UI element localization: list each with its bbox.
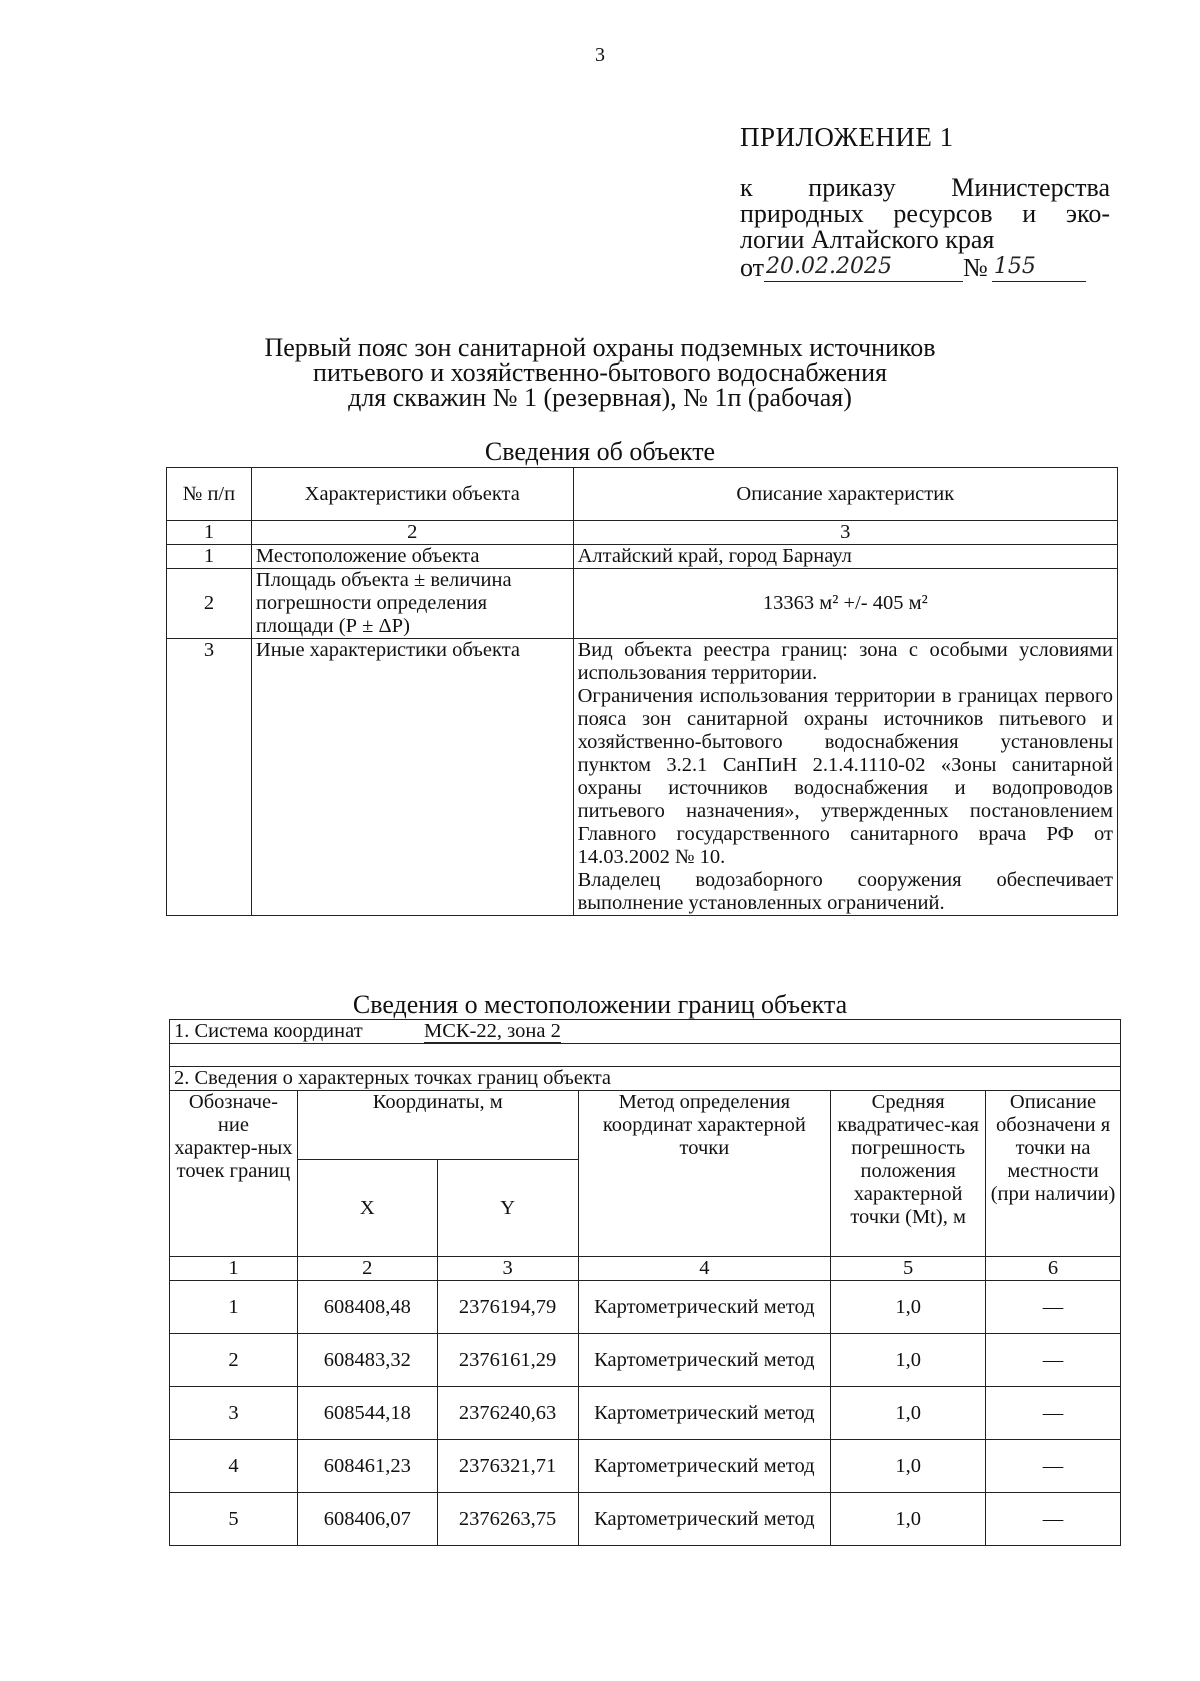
table-row [167, 569, 1118, 639]
col-number: 6 [986, 1257, 1121, 1281]
point-y: 2376161,29 [437, 1334, 578, 1387]
title-line-2: питьевого и хозяйственно-бытового водоснабжения [313, 358, 887, 387]
point-mt: 1,0 [831, 1281, 986, 1334]
point-method: Картометрический метод [578, 1334, 831, 1387]
document-title [0, 335, 1200, 410]
header-y: Y [437, 1160, 578, 1257]
table-header-row [167, 468, 1118, 521]
table-row [170, 1334, 1121, 1387]
header-method: Метод определения координат характерной точки [578, 1091, 831, 1257]
table-row [167, 639, 1118, 916]
point-y: 2376321,71 [437, 1440, 578, 1493]
row-num: 3 [167, 639, 252, 916]
point-y: 2376263,75 [437, 1493, 578, 1546]
header-x: X [297, 1160, 437, 1257]
page-number: 3 [595, 44, 605, 66]
row-description [573, 639, 1117, 916]
point-mt: 1,0 [831, 1440, 986, 1493]
appendix-line-2: природных ресурсов и эко- [740, 199, 1110, 228]
point-id: 5 [170, 1493, 298, 1546]
point-id: 3 [170, 1387, 298, 1440]
column-number-row [170, 1257, 1121, 1281]
description-paragraph: Вид объекта реестра границ: зона с особыми условиями использования территории. [577, 639, 1113, 684]
appendix-header [740, 122, 1110, 282]
col-number: 1 [170, 1257, 298, 1281]
point-method: Картометрический метод [578, 1493, 831, 1546]
col-number: 4 [578, 1257, 831, 1281]
point-x: 608483,32 [297, 1334, 437, 1387]
number-prefix: № [963, 253, 988, 282]
coord-system-label: 1. Система координат [174, 1020, 363, 1042]
table-row [170, 1440, 1121, 1493]
col-number: 3 [573, 521, 1117, 545]
coord-system-row [170, 1020, 1121, 1044]
point-mt: 1,0 [831, 1493, 986, 1546]
point-y: 2376194,79 [437, 1281, 578, 1334]
table-row [170, 1281, 1121, 1334]
boundaries-title: Сведения о местоположении границ объекта [352, 990, 848, 1019]
point-desc: — [986, 1493, 1121, 1546]
point-desc: — [986, 1334, 1121, 1387]
table-row [170, 1493, 1121, 1546]
description-paragraph: Владелец водозаборного сооружения обеспечивает выполнение установленных ограничений. [577, 869, 1113, 914]
points-label: 2. Сведения о характерных точках границ объекта [170, 1067, 1121, 1091]
point-id: 2 [170, 1334, 298, 1387]
date-prefix: от [740, 253, 765, 282]
table-header-row [170, 1091, 1121, 1160]
appendix-line-3: логии Алтайского края [740, 225, 995, 254]
point-desc: — [986, 1387, 1121, 1440]
header-coords: Координаты, м [297, 1091, 578, 1160]
row-characteristic: Местоположение объекта [251, 545, 573, 569]
coord-system-cell [170, 1020, 1121, 1044]
point-desc: — [986, 1440, 1121, 1493]
order-date-number [740, 253, 1110, 282]
col-number: 2 [297, 1257, 437, 1281]
spacer-cell [170, 1044, 1121, 1067]
row-characteristic: Площадь объекта ± величина погрешности определения площади (Р ± ΔР) [251, 569, 573, 639]
point-mt: 1,0 [831, 1387, 986, 1440]
row-characteristic: Иные характеристики объекта [251, 639, 573, 916]
handwritten-number: 155 [992, 253, 1086, 282]
boundaries-table [169, 1019, 1121, 1546]
object-info-table [166, 467, 1118, 916]
coord-system-value: МСК-22, зона 2 [424, 1020, 561, 1042]
point-id: 1 [170, 1281, 298, 1334]
row-num: 1 [167, 545, 252, 569]
col-number: 5 [831, 1257, 986, 1281]
point-x: 608406,07 [297, 1493, 437, 1546]
point-x: 608461,23 [297, 1440, 437, 1493]
point-x: 608544,18 [297, 1387, 437, 1440]
point-id: 4 [170, 1440, 298, 1493]
header-designation: Обозначе-ние характер-ных точек границ [170, 1091, 298, 1257]
title-line-3: для скважин № 1 (резервная), № 1п (рабочая) [348, 383, 852, 412]
point-desc: — [986, 1281, 1121, 1334]
description-paragraph: Ограничения использования территории в границах первого пояса зон санитарной охраны источников питьевого и хозяйственно-бытового водоснабжения установлены пунктом 3.2.1 СанПиН 2.1.4.1110-02 «Зоны санитарной охраны источников водоснабжения и водопроводов питьевого назначения», утвержденных постановлением Главного государственного санитарного врача РФ от 14.03.2002 № 10. [577, 685, 1113, 868]
point-method: Картометрический метод [578, 1281, 831, 1334]
spacer-row [170, 1044, 1121, 1067]
point-method: Картометрический метод [578, 1387, 831, 1440]
row-description: Алтайский край, город Барнаул [573, 545, 1117, 569]
point-y: 2376240,63 [437, 1387, 578, 1440]
header-characteristics: Характеристики объекта [251, 468, 573, 521]
header-description: Описание характеристик [573, 468, 1117, 521]
col-number: 2 [251, 521, 573, 545]
appendix-title: ПРИЛОЖЕНИЕ 1 [740, 122, 954, 152]
point-mt: 1,0 [831, 1334, 986, 1387]
points-label-row [170, 1067, 1121, 1091]
title-line-1: Первый пояс зон санитарной охраны подземных источников [264, 333, 936, 362]
row-num: 2 [167, 569, 252, 639]
header-description: Описание обозначени я точки на местности (при наличии) [986, 1091, 1121, 1257]
col-number: 1 [167, 521, 252, 545]
table-row [167, 545, 1118, 569]
header-error: Средняя квадратичес-кая погрешность положения характерной точки (Mt), м [831, 1091, 986, 1257]
point-x: 608408,48 [297, 1281, 437, 1334]
object-info-title: Сведения об объекте [484, 437, 716, 466]
column-number-row [167, 521, 1118, 545]
appendix-line-1: к приказу Министерства [740, 173, 1110, 202]
row-description: 13363 м² +/- 405 м² [573, 569, 1117, 639]
col-number: 3 [437, 1257, 578, 1281]
handwritten-date: 20.02.2025 [764, 253, 963, 282]
point-method: Картометрический метод [578, 1440, 831, 1493]
table-row [170, 1387, 1121, 1440]
header-num: № п/п [167, 468, 252, 521]
